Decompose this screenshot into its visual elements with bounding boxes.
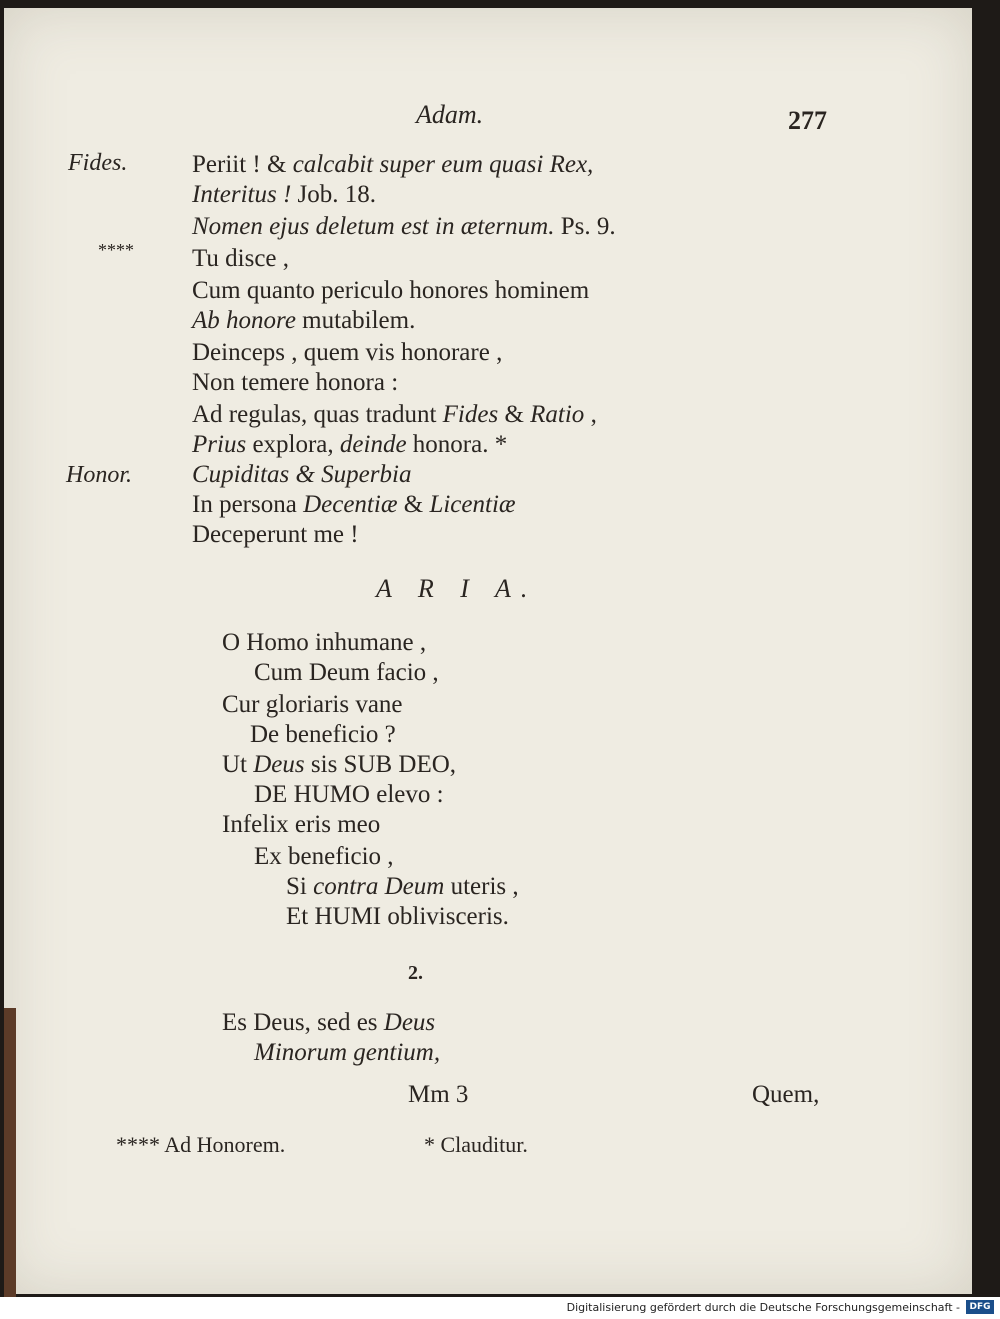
verse-line: Deinceps , quem vis honorare , — [192, 339, 503, 366]
running-title: Adam. — [416, 100, 484, 129]
catchword: Quem, — [752, 1081, 820, 1108]
aria-line: Et HUMI oblivisceris. — [286, 903, 509, 930]
aria-line: Infelix eris meo — [222, 811, 381, 838]
aria-line: Cum Deum facio , — [254, 659, 439, 686]
aria-line: Ut Deus sis SUB DEO, — [222, 751, 457, 778]
aria-line: Minorum gentium, — [254, 1039, 441, 1066]
stanza-number: 2. — [408, 962, 423, 984]
digitization-footer — [0, 1297, 1000, 1319]
aria-line: DE HUMO elevo : — [254, 781, 444, 808]
page-number: 277 — [788, 106, 827, 135]
aria-heading: A R I A. — [376, 574, 538, 603]
verse-line: Interitus ! Job. 18. — [192, 181, 377, 208]
aria-line: O Homo inhumane , — [222, 629, 427, 656]
footer-credit: Digitalisierung gefördert durch die Deutsche Forschungsgemeinschaft - — [566, 1301, 960, 1314]
aria-line: Es Deus, sed es Deus — [222, 1009, 436, 1036]
speaker-honor: Honor. — [66, 462, 133, 488]
aria-line: Si contra Deum uteris , — [286, 873, 519, 900]
verse-line: Periit ! & calcabit super eum quasi Rex, — [192, 151, 594, 178]
binding-edge — [4, 1008, 16, 1298]
verse-line: Ad regulas, quas tradunt Fides & Ratio , — [192, 401, 597, 428]
dfg-logo-icon: DFG — [966, 1300, 994, 1314]
verse-line: Prius explora, deinde honora. * — [192, 431, 508, 458]
footnote: **** Ad Honorem. — [116, 1132, 286, 1157]
signature-mark: Mm 3 — [408, 1081, 469, 1108]
footnote: * Clauditur. — [424, 1132, 528, 1157]
verse-line: Cum quanto periculo honores hominem — [192, 277, 590, 304]
verse-line: Ab honore mutabilem. — [192, 307, 416, 334]
verse-line: Deceperunt me ! — [192, 521, 359, 548]
verse-line: Nomen ejus deletum est in æternum. Ps. 9. — [192, 213, 616, 240]
verse-line: Non temere honora : — [192, 369, 399, 396]
aria-line: Ex beneficio , — [254, 843, 394, 870]
verse-line: Tu disce , — [192, 245, 290, 272]
book-page — [4, 8, 972, 1294]
speaker-fides: Fides. — [68, 150, 128, 176]
footnote-marker: **** — [98, 240, 134, 260]
aria-line: De beneficio ? — [250, 721, 396, 748]
verse-line: Cupiditas & Superbia — [192, 461, 412, 488]
aria-line: Cur gloriaris vane — [222, 691, 403, 718]
verse-line: In persona Decentiæ & Licentiæ — [192, 491, 516, 518]
